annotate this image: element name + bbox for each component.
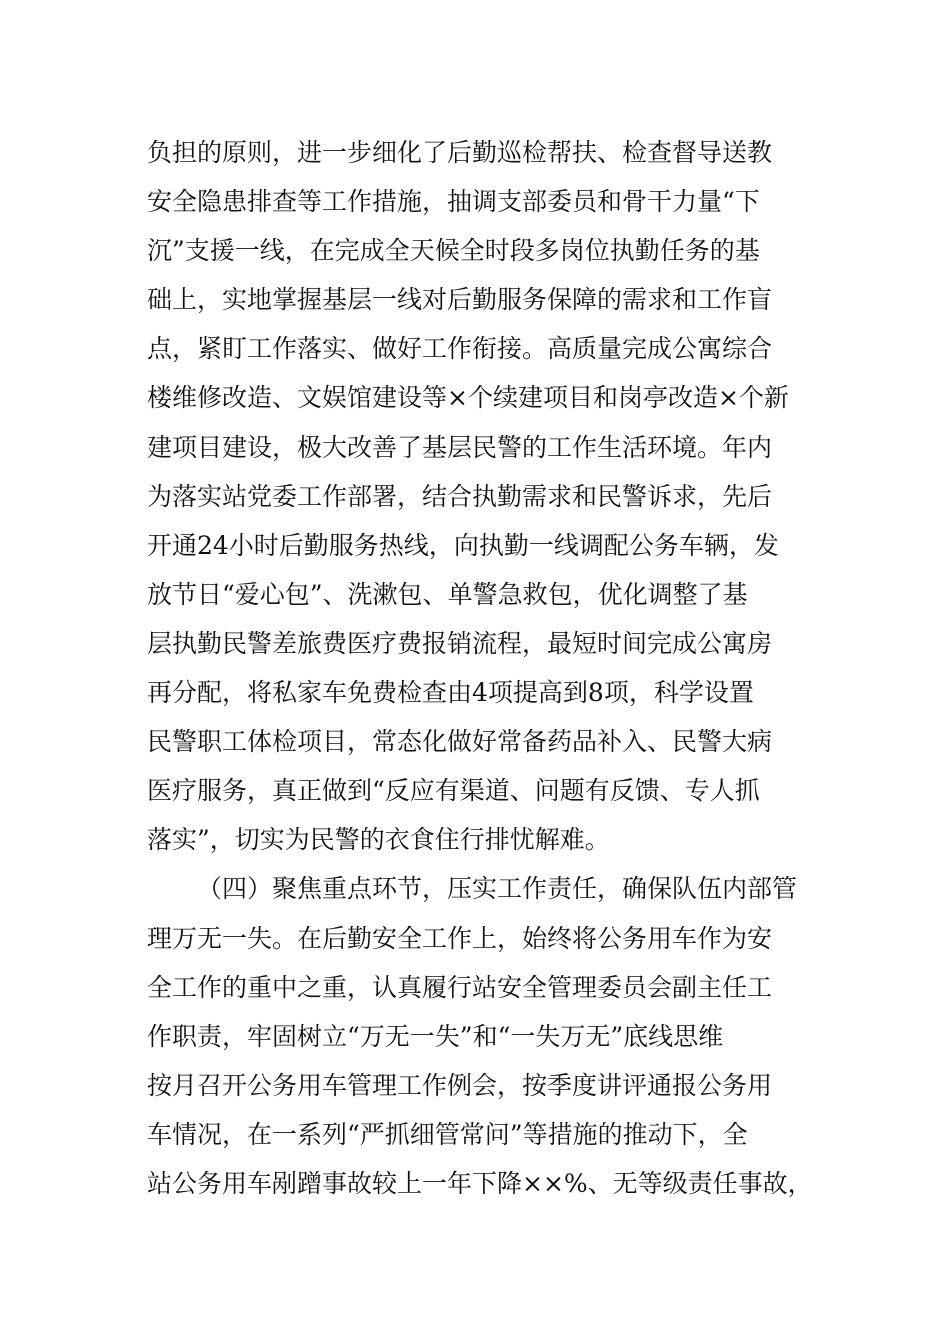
- text-line: 础上，实地掌握基层一线对后勤服务保障的需求和工作盲: [147, 285, 773, 315]
- text-line: 落实”，切实为民警的衣食住行排忧解难。: [147, 825, 610, 855]
- text-line: 放节日“爱心包”、洗漱包、单警急救包，优化调整了基: [147, 579, 748, 609]
- text-line: 按月召开公务用车管理工作例会，按季度讲评通报公务用: [147, 1070, 773, 1100]
- text-line: 楼维修改造、文娱馆建设等×个续建项目和岗亭改造×个新: [147, 383, 789, 413]
- text-line: 作职责，牢固树立“万无一失”和“一失万无”底线思维: [147, 1021, 724, 1051]
- text-line: 理万无一失。在后勤安全工作上，始终将公务用车作为安: [147, 923, 773, 953]
- section-heading-line: （四）聚焦重点环节，压实工作责任，确保队伍内部管: [197, 874, 798, 904]
- text-line: 为落实站党委工作部署，结合执勤需求和民警诉求，先后: [147, 481, 773, 511]
- text-line: 民警职工体检项目，常态化做好常备药品补入、民警大病: [147, 727, 773, 757]
- text-line: 开通24小时后勤服务热线，向执勤一线调配公务车辆，发: [147, 530, 779, 560]
- text-line: 点，紧盯工作落实、做好工作衔接。高质量完成公寓综合: [147, 334, 773, 364]
- text-line: 车情况，在一系列“严抓细管常问”等措施的推动下，全: [147, 1119, 748, 1149]
- text-line: 站公务用车剐蹭事故较上一年下降××%、无等级责任事故，: [147, 1168, 813, 1198]
- text-line: 建项目建设，极大改善了基层民警的工作生活环境。年内: [147, 432, 773, 462]
- text-line: 全工作的重中之重，认真履行站安全管理委员会副主任工: [147, 972, 773, 1002]
- text-line: 再分配，将私家车免费检查由4项提高到8项，科学设置: [147, 678, 754, 708]
- text-line: 沉”支援一线，在完成全天候全时段多岗位执勤任务的基: [147, 236, 760, 266]
- text-line: 医疗服务，真正做到“反应有渠道、问题有反馈、专人抓: [147, 776, 760, 806]
- text-line: 负担的原则，进一步细化了后勤巡检帮扶、检查督导送教: [147, 138, 773, 167]
- body-text: [147, 128, 827, 1208]
- text-line: 层执勤民警差旅费医疗费报销流程，最短时间完成公寓房: [147, 628, 773, 658]
- text-line: 安全隐患排查等工作措施，抽调支部委员和骨干力量“下: [147, 187, 760, 217]
